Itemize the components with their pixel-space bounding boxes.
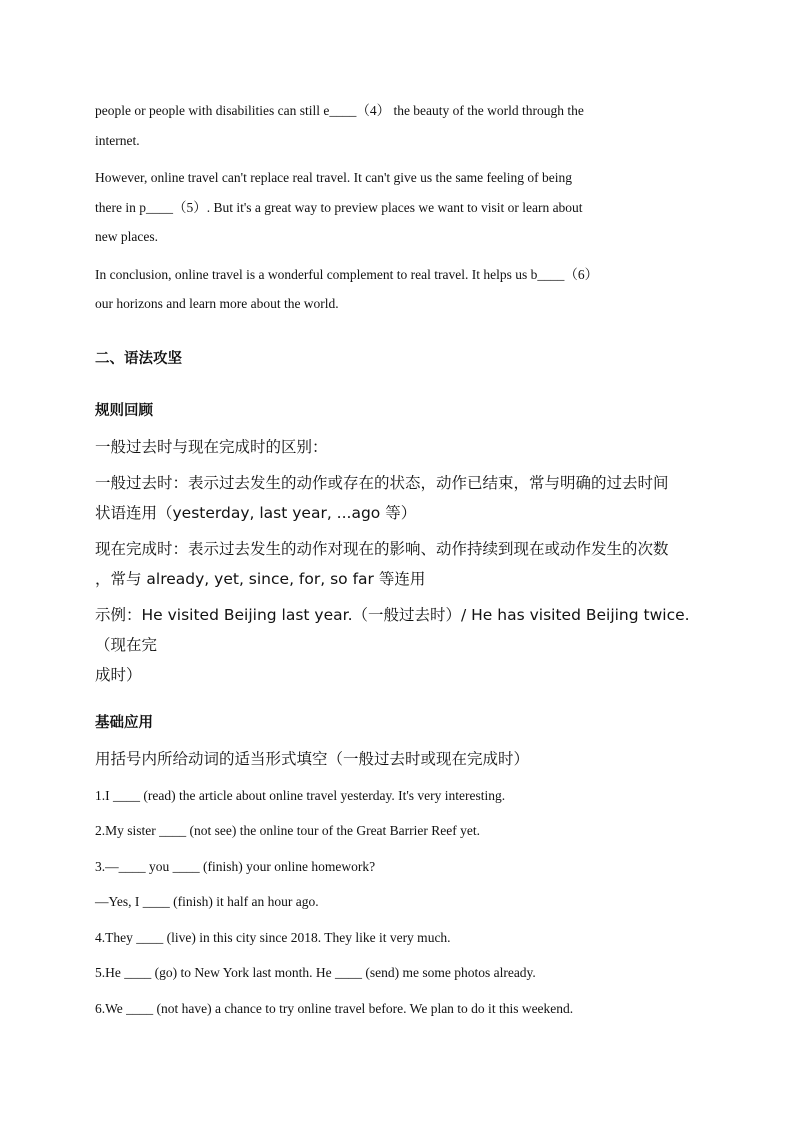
subsection-title-rules: 规则回顾 [95, 402, 153, 419]
exercise-list [95, 778, 695, 1027]
example-line: 示例：He visited Beijing last year.（一般过去时）/ He has visited Beijing twice.（现在完 [95, 605, 690, 654]
exercise-instructions: 用括号内所给动词的适当形式填空（一般过去时或现在完成时） [95, 749, 530, 768]
document-page [95, 96, 695, 1026]
paragraph-line: new places. [95, 229, 158, 244]
example-line-cont: 成时） [95, 665, 142, 684]
exercise-item: 2.My sister ____ (not see) the online tour of the Great Barrier Reef yet. [95, 823, 481, 838]
exercise-item: 5.He ____ (go) to New York last month. He ____ (send) me some photos already. [95, 965, 536, 980]
past-tense-rule: 一般过去时：表示过去发生的动作或存在的状态，动作已结束，常与明确的过去时间 [95, 473, 669, 492]
paragraph-line: people or people with disabilities can still e____（4） the beauty of the world through the [95, 103, 584, 118]
subsection-title-basic: 基础应用 [95, 714, 153, 731]
exercise-item: —Yes, I ____ (finish) it half an hour ago. [95, 894, 319, 909]
rules-intro: 一般过去时与现在完成时的区别： [95, 437, 328, 456]
paragraph-line: internet. [95, 132, 140, 148]
paragraph-line: However, online travel can't replace real travel. It can't give us the same feeling of being [95, 170, 572, 185]
exercise-item: 1.I ____ (read) the article about online travel yesterday. It's very interesting. [95, 787, 506, 803]
exercise-item: 6.We ____ (not have) a chance to try online travel before. We plan to do it this weekend. [95, 1000, 574, 1016]
exercise-item: 3.—____ you ____ (finish) your online homework? [95, 858, 376, 874]
paragraph-line: there in p____（5）. But it's a great way to preview places we want to visit or learn about [95, 199, 583, 215]
exercise-item: 4.They ____ (live) in this city since 2018. They like it very much. [95, 929, 451, 945]
present-perfect-rule-cont: ，常与 already, yet, since, for, so far 等连用 [95, 569, 426, 588]
section-title: 二、语法攻坚 [95, 350, 182, 367]
present-perfect-rule: 现在完成时：表示过去发生的动作对现在的影响、动作持续到现在或动作发生的次数 [95, 539, 669, 558]
reading-passage [95, 96, 695, 319]
paragraph-line: our horizons and learn more about the world. [95, 296, 339, 311]
past-tense-rule-cont: 状语连用（yesterday, last year, ...ago 等） [95, 503, 417, 522]
rules-block [95, 432, 695, 690]
paragraph-line: In conclusion, online travel is a wonderful complement to real travel. It helps us b____（6） [95, 266, 599, 282]
